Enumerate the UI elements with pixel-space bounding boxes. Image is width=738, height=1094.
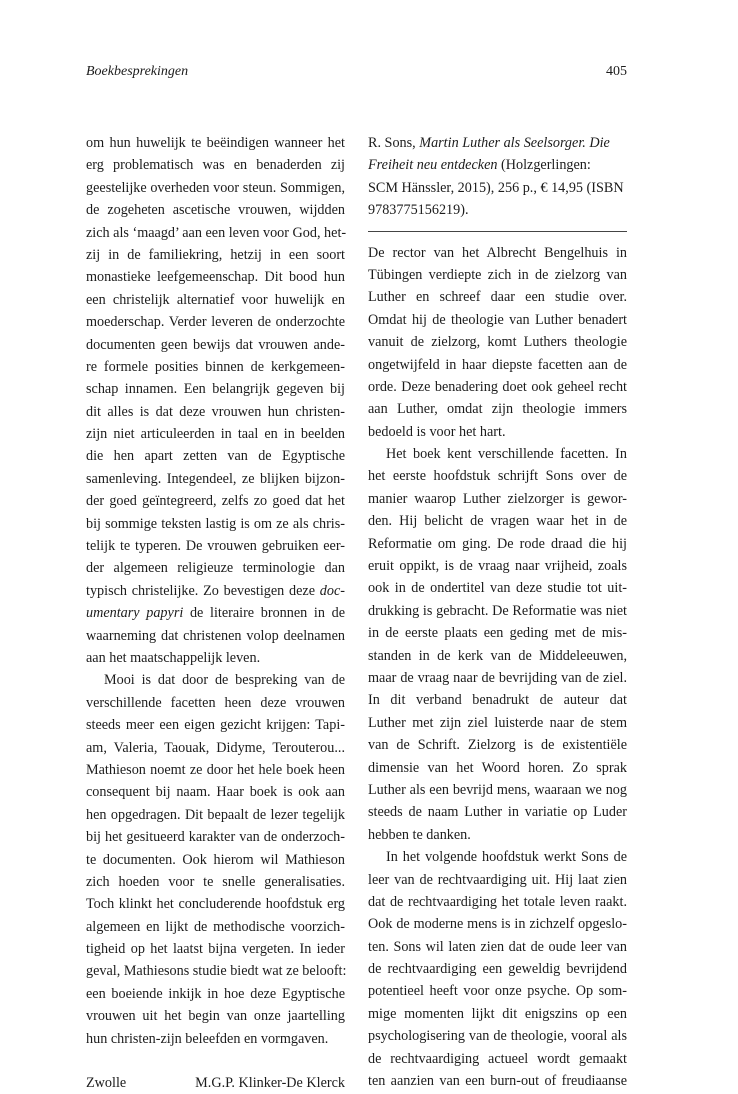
- text-line: schap innamen. Een belangrijk gegeven bij: [86, 381, 345, 398]
- citation-line: [368, 132, 627, 154]
- text-line: In het volgende hoofdstuk werkt Sons de: [386, 849, 627, 866]
- text-line: algemeen en lijkt de methodische voorzich-: [86, 918, 345, 935]
- text-line: verschillende facetten heen deze vrouwen: [86, 694, 345, 711]
- text-line: dit alles is dat deze vrouwen hun christen-: [86, 403, 345, 420]
- text-line: moederschap. Verder leveren de onderzochte: [86, 314, 345, 331]
- citation-line: [368, 154, 627, 176]
- text-line: hebben te danken.: [368, 826, 471, 843]
- text-line: zij in de familiekring, hetzij in een soort: [86, 246, 345, 263]
- text-line: hen opgedragen. Dit bepaalt de lezer tegelijk: [86, 806, 345, 823]
- text-line: zich als ‘maagd’ aan een leven voor God, het-: [86, 224, 347, 241]
- text-line: aan Luther, omdat zijn theologie immers: [368, 401, 627, 418]
- text-line: telijk te typeren. De vrouwen gebruiken eer-: [86, 538, 345, 555]
- text-line: steeds meer een eigen gezicht krijgen: Tapi-: [86, 717, 345, 734]
- text-line: ook in de ondertitel van deze studie tot uit-: [368, 580, 627, 597]
- text-line: dat de rechtvaardiging het totale leven raakt.: [368, 893, 627, 910]
- text-line: vrouwen uit het begin van onze jaartelling: [86, 1008, 345, 1025]
- text-line: der algemeen religieuze terminologie dan: [86, 560, 345, 577]
- text-line: Luther met zijn ziel luisterde naar de stem: [368, 714, 627, 731]
- text-line: Toch klinkt het concluderende hoofdstuk erg: [86, 896, 345, 913]
- left-column: [86, 132, 345, 1094]
- text-line: consequent bij naam. Haar boek is ook aan: [86, 784, 345, 801]
- text-line: bedoeld is voor het hart.: [368, 423, 506, 440]
- text-line: leer van de rechtvaardiging uit. Hij laat zien: [368, 871, 627, 888]
- text-line: der goed geïntegreerd, zelfs zo goed dat het: [86, 493, 345, 510]
- right-column: [368, 132, 627, 1092]
- text-line: tigheid op het laatst bijna vergeten. In ieder: [86, 941, 345, 958]
- text-line: bij sommige teksten lastig is om ze als chris-: [86, 515, 345, 532]
- text-line: van de Schrift. Zielzorg is de existentiële: [368, 737, 627, 754]
- text-line: aan het maatschappelijk leven.: [86, 649, 261, 666]
- text-line: samenleving. Integendeel, ze blijken bijzon-: [86, 470, 345, 487]
- text-line: standen in de kerk van de Middeleeuwen,: [368, 647, 627, 664]
- text-line: Luther en schreef daar een studie over.: [368, 289, 627, 306]
- text-line: geval, Mathiesons studie biedt wat ze belooft:: [86, 963, 347, 980]
- page-number: 405: [606, 64, 627, 79]
- text-line: erg problematisch was en benaderden zij: [86, 157, 345, 174]
- text-segment: typisch christelijke. Zo bevestigen deze: [86, 582, 316, 599]
- review-signature: [86, 1072, 345, 1094]
- text-line: potentieel heeft voor onze psyche. Op som-: [368, 983, 627, 1000]
- text-line: Ook de moderne mens is in zichzelf opgeslo-: [368, 916, 627, 933]
- text-line: die hen apart zetten van de Egyptische: [86, 448, 345, 465]
- text-line: te documenten. Ook hierom wil Mathieson: [86, 851, 345, 868]
- text-line: maar de vraag naar de bevrijding van de ziel.: [368, 669, 627, 686]
- text-line: zijn niet articuleerden in taal en in beelden: [86, 426, 345, 443]
- text-line: in de eerste plaats een geding met de mis-: [368, 625, 627, 642]
- text-segment: de literaire bronnen in de: [189, 605, 345, 622]
- text-line: monastieke leefgemeenschap. Dit bood hun: [86, 269, 345, 286]
- text-line: De rector van het Albrecht Bengelhuis in: [368, 244, 627, 261]
- running-title: Boekbesprekingen: [86, 64, 189, 79]
- text-line: psychologisering van de theologie, vooral als: [368, 1028, 627, 1045]
- review-paragraph: [368, 242, 627, 444]
- text-line: orde. Deze benadering doet ook geheel recht: [368, 378, 627, 395]
- text-line: documenten geen bewijs dat vrouwen ande-: [86, 336, 345, 353]
- text-line: zich hoeden voor te snelle generalisaties.: [86, 873, 345, 890]
- text-line: de rechtvaardiging actueel wordt gemaakt: [368, 1050, 627, 1067]
- text-line: de zogeheten ascetische vrouwen, wijdden: [86, 202, 345, 219]
- review-paragraph: [86, 132, 345, 669]
- text-line: manier waarop Luther zielzorger is gewor-: [368, 490, 627, 507]
- text-line: Tübingen verdiepte zich in de zielzorg van: [368, 266, 627, 283]
- italic-term: doc-: [319, 582, 346, 599]
- text-line: drukking is gebracht. De Reformatie was niet: [368, 602, 627, 619]
- running-head: [86, 64, 627, 84]
- text-line: am, Valeria, Taouak, Didyme, Terouterou...: [86, 739, 345, 756]
- citation-title: Martin Luther als Seelsorger. Die: [419, 135, 610, 151]
- text-line: Reformatie om ging. De rode draad die hij: [368, 535, 627, 552]
- review-paragraph: [368, 443, 627, 846]
- text-line-mixed: [86, 580, 345, 602]
- text-line: eruit oppikt, is de vraag naar vrijheid, zoals: [368, 558, 627, 575]
- divider: [368, 231, 627, 232]
- text-line: Mooi is dat door de bespreking van de: [104, 672, 345, 689]
- text-line: het eerste hoofdstuk schrijft Sons over de: [368, 468, 627, 485]
- text-line: dimensie van het Woord horen. Zo sprak: [368, 759, 627, 776]
- text-line: ten aanzien van een burn-out of freudiaanse: [368, 1073, 627, 1090]
- citation-line: 9783775156219).: [368, 202, 469, 219]
- text-line: Luther als een bevrijd mens, waaraan we nog: [368, 781, 627, 798]
- text-line: Mathieson noemt ze door het hele boek heen: [86, 761, 345, 778]
- text-line: ongetwijfeld in haar diepste facetten aan de: [368, 356, 627, 373]
- text-line: den. Hij belicht de vragen waar het in de: [368, 513, 627, 530]
- text-line: om hun huwelijk te beëindigen wanneer het: [86, 135, 345, 151]
- book-citation: [368, 132, 627, 222]
- text-line: bij het gesitueerd karakter van de onderzoch-: [86, 829, 345, 846]
- text-line: steeds de naam Luther in variatie op Luder: [368, 804, 627, 821]
- text-line: waarneming dat christenen volop deelnamen: [86, 627, 345, 644]
- text-line: re formele posities binnen de kerkgemeen-: [86, 358, 345, 375]
- signature-place: Zwolle: [86, 1075, 127, 1092]
- signature-author: M.G.P. Klinker-De Klerck: [195, 1075, 345, 1092]
- text-line: hun christen-zijn beleefden en vormgaven.: [86, 1030, 329, 1047]
- text-line: ten. Sons wil laten zien dat de oude leer van: [368, 938, 627, 955]
- text-line: geestelijke overheden voor steun. Sommigen,: [86, 179, 345, 196]
- text-line: de rechtvaardiging een geweldig bevrijdend: [368, 961, 627, 978]
- text-line: een christelijk alternatief voor huwelijk en: [86, 291, 345, 308]
- text-line: Het boek kent verschillende facetten. In: [386, 446, 627, 463]
- text-line: Omdat hij de theologie van Luther benadert: [368, 311, 627, 328]
- review-paragraph: [368, 846, 627, 1092]
- text-line: vanuit de zielzorg, komt Luthers theologie: [368, 334, 627, 351]
- citation-publisher: (Holzgerlingen:: [501, 157, 591, 174]
- citation-line: SCM Hänssler, 2015), 256 p., € 14,95 (ISBN: [368, 179, 624, 196]
- review-paragraph: [86, 669, 345, 1050]
- text-line: een boeiende inkijk in hoe deze Egyptische: [86, 985, 345, 1002]
- text-line-mixed: [86, 602, 345, 624]
- citation-title: Freiheit neu entdecken: [368, 157, 498, 174]
- italic-term: umentary papyri: [86, 605, 184, 622]
- text-line: mige momenten lijkt dit enigszins op een: [368, 1005, 627, 1022]
- text-line: In dit verband benadrukt de auteur dat: [368, 692, 627, 709]
- citation-author: R. Sons,: [368, 135, 416, 151]
